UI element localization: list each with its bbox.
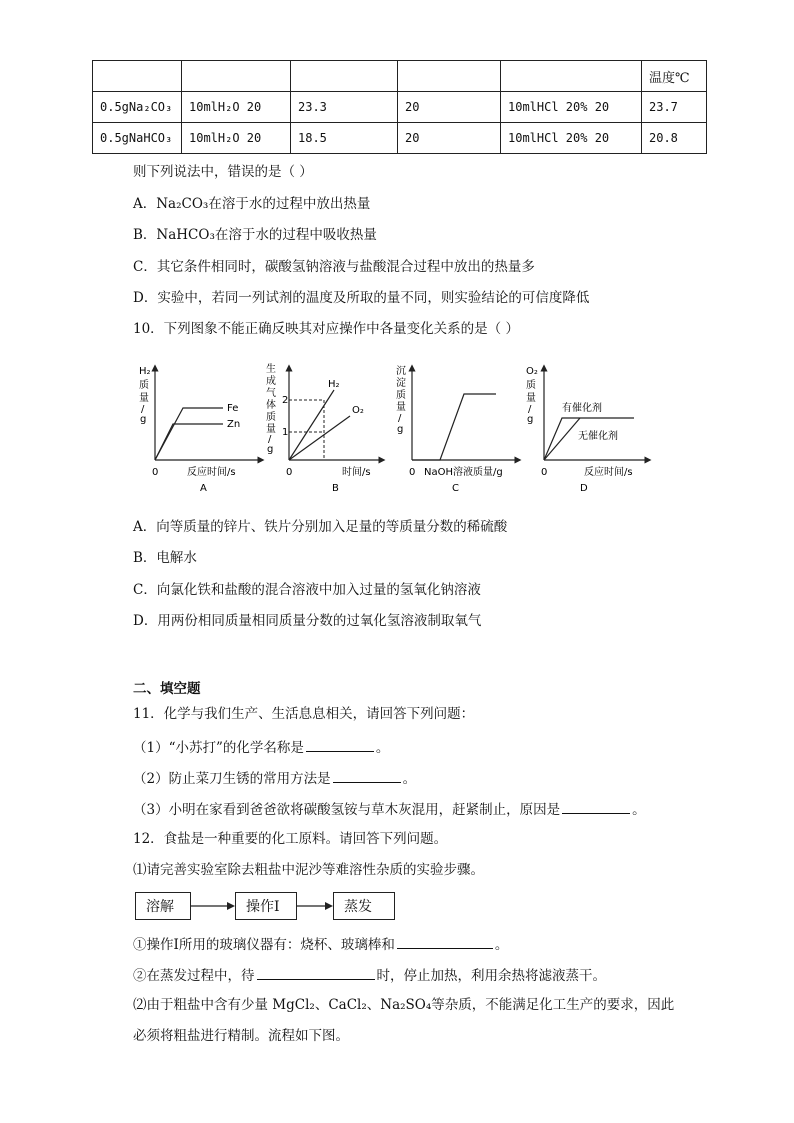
graph-c bbox=[392, 360, 522, 500]
table-cell: 温度℃ bbox=[642, 61, 707, 92]
flow-step-dissolve: 溶解 bbox=[135, 892, 191, 920]
q12-step-2-text-end: 时，停止加热，利用余热将滤液蒸干。 bbox=[376, 968, 606, 984]
q9-option-d: D．实验中，若同一列试剂的温度及所取的量不同，则实验结论的可信度降低 bbox=[133, 290, 590, 306]
period: 。 bbox=[494, 937, 509, 953]
table-cell: 23.3 bbox=[291, 92, 398, 123]
answer-blank[interactable] bbox=[306, 737, 374, 752]
table-cell: 0.5gNa₂CO₃ bbox=[93, 92, 182, 123]
y-axis-label: 量 bbox=[526, 393, 536, 404]
x-axis-label: 反应时间/s bbox=[584, 467, 633, 478]
x-axis-label: 时间/s bbox=[342, 467, 371, 478]
x-axis-label: 反应时间/s bbox=[187, 467, 236, 478]
y-axis-label: 质 bbox=[139, 380, 149, 391]
series-line-fe bbox=[155, 408, 223, 460]
tick-label: 2 bbox=[282, 395, 289, 406]
y-axis-label: 量 bbox=[396, 402, 406, 413]
y-axis-label: g bbox=[267, 444, 274, 455]
y-axis-label: 气 bbox=[266, 388, 276, 399]
flow-arrow bbox=[191, 898, 235, 914]
answer-blank[interactable] bbox=[333, 768, 401, 783]
y-axis-label: / bbox=[398, 413, 402, 424]
table-cell: 10mlH₂O 20 bbox=[182, 123, 291, 154]
chart-caption: D bbox=[580, 483, 588, 494]
table-cell: 23.7 bbox=[642, 92, 707, 123]
y-axis-label: / bbox=[141, 404, 145, 415]
flow-arrow bbox=[297, 898, 333, 914]
chart-caption: C bbox=[452, 483, 459, 494]
q11-part-2 bbox=[133, 768, 416, 788]
y-axis-label: g bbox=[140, 414, 147, 425]
x-axis-label: NaOH溶液质量/g bbox=[424, 467, 503, 478]
y-axis-label: g bbox=[397, 424, 404, 435]
table-cell: 20 bbox=[398, 123, 501, 154]
chart-caption: A bbox=[200, 483, 207, 494]
table-row bbox=[93, 92, 707, 123]
y-axis-label: 沉 bbox=[396, 366, 406, 377]
flow-step-evaporate: 蒸发 bbox=[333, 892, 395, 920]
table-cell bbox=[501, 61, 642, 92]
table-cell: 18.5 bbox=[291, 123, 398, 154]
q10-option-c: C．向氯化铁和盐酸的混合溶液中加入过量的氢氧化钠溶液 bbox=[133, 582, 481, 598]
chart-caption: B bbox=[332, 483, 339, 494]
series-label-fe: Fe bbox=[227, 403, 239, 414]
y-axis-label: 体 bbox=[266, 400, 276, 411]
q11-stem: 11．化学与我们生产、生活息息相关，请回答下列问题： bbox=[133, 706, 475, 722]
q12-part-1: ⑴请完善实验室除去粗盐中泥沙等难溶性杂质的实验步骤。 bbox=[133, 862, 484, 878]
table-cell: 20 bbox=[398, 92, 501, 123]
q10-option-a: A．向等质量的锌片、铁片分别加入足量的等质量分数的稀硫酸 bbox=[133, 519, 508, 535]
y-axis-label: g bbox=[527, 414, 534, 425]
series-label-no-catalyst: 无催化剂 bbox=[578, 431, 618, 442]
origin-label: 0 bbox=[286, 467, 293, 478]
q9-stem: 则下列说法中，错误的是（ ） bbox=[133, 164, 313, 180]
q11-part-3 bbox=[133, 799, 646, 819]
q12-part-2-line-1: ⑵由于粗盐中含有少量 MgCl₂、CaCl₂、Na₂SO₄等杂质，不能满足化工生产的要求，因此 bbox=[133, 997, 675, 1013]
answer-blank[interactable] bbox=[257, 965, 375, 980]
table-cell bbox=[182, 61, 291, 92]
table-cell: 10mlH₂O 20 bbox=[182, 92, 291, 123]
y-axis-label: 生 bbox=[266, 364, 276, 375]
series-line bbox=[412, 394, 496, 460]
q12-part-2-line-2: 必须将粗盐进行精制。流程如下图。 bbox=[133, 1028, 349, 1044]
q9-option-a: A．Na₂CO₃在溶于水的过程中放出热量 bbox=[133, 196, 371, 212]
q12-step-1-text: ①操作Ⅰ所用的玻璃仪器有：烧杯、玻璃棒和 bbox=[133, 937, 395, 953]
q9-option-c: C．其它条件相同时，碳酸氢钠溶液与盐酸混合过程中放出的热量多 bbox=[133, 259, 535, 275]
q12-step-2-text: ②在蒸发过程中，待 bbox=[133, 968, 255, 984]
flow-step-operation-1: 操作Ⅰ bbox=[235, 892, 297, 920]
origin-label: 0 bbox=[541, 467, 548, 478]
table-cell: 0.5gNaHCO₃ bbox=[93, 123, 182, 154]
period: 。 bbox=[402, 771, 417, 787]
q10-option-d: D．用两份相同质量相同质量分数的过氧化氢溶液制取氧气 bbox=[133, 613, 482, 629]
table-cell bbox=[291, 61, 398, 92]
tick-label: 1 bbox=[282, 427, 289, 438]
q11-part-1-text: （1）“小苏打”的化学名称是 bbox=[133, 740, 304, 756]
y-axis-label: 量 bbox=[139, 393, 149, 404]
table-cell: 10mlHCl 20% 20 bbox=[501, 123, 642, 154]
y-axis-label: / bbox=[528, 404, 532, 415]
series-label-h2: H₂ bbox=[328, 379, 340, 390]
y-axis-label: 量 bbox=[266, 424, 276, 435]
q12-step-1 bbox=[133, 934, 508, 954]
period: 。 bbox=[375, 740, 390, 756]
table-cell: 10mlHCl 20% 20 bbox=[501, 92, 642, 123]
origin-label: 0 bbox=[152, 467, 159, 478]
series-label-o2: O₂ bbox=[352, 405, 364, 416]
y-axis-label: O₂ bbox=[526, 366, 538, 377]
q9-option-b: B．NaHCO₃在溶于水的过程中吸收热量 bbox=[133, 227, 377, 243]
q12-stem: 12．食盐是一种重要的化工原料。请回答下列问题。 bbox=[133, 831, 448, 847]
q12-step-2 bbox=[133, 965, 606, 985]
series-label-zn: Zn bbox=[227, 419, 241, 430]
graph-b bbox=[262, 360, 387, 500]
y-axis-label: 质 bbox=[396, 390, 406, 401]
table-cell: 20.8 bbox=[642, 123, 707, 154]
series-line-o2 bbox=[289, 416, 350, 460]
table-header-row bbox=[93, 61, 707, 92]
y-axis-label: 成 bbox=[266, 376, 276, 387]
y-axis-label: / bbox=[268, 434, 272, 445]
table-row bbox=[93, 123, 707, 154]
graph-d bbox=[522, 360, 652, 500]
period: 。 bbox=[632, 802, 646, 818]
answer-blank[interactable] bbox=[562, 799, 630, 814]
series-line-no-catalyst bbox=[544, 418, 580, 460]
q11-part-1 bbox=[133, 737, 389, 757]
temperature-table bbox=[92, 60, 707, 154]
section-title: 二、填空题 bbox=[133, 681, 201, 697]
answer-blank[interactable] bbox=[397, 934, 493, 949]
y-axis-label: H₂ bbox=[139, 366, 151, 377]
q11-part-2-text: （2）防止菜刀生锈的常用方法是 bbox=[133, 771, 331, 787]
y-axis-label: 质 bbox=[266, 412, 276, 423]
q10-stem: 10．下列图象不能正确反映其对应操作中各量变化关系的是（ ） bbox=[133, 321, 519, 337]
table-cell bbox=[398, 61, 501, 92]
table-cell bbox=[93, 61, 182, 92]
q10-option-b: B．电解水 bbox=[133, 550, 197, 566]
graph-a bbox=[135, 360, 265, 500]
y-axis-label: 淀 bbox=[396, 378, 406, 389]
q11-part-3-text: （3）小明在家看到爸爸欲将碳酸氢铵与草木灰混用，赶紧制止，原因是 bbox=[133, 802, 561, 818]
series-label-catalyst: 有催化剂 bbox=[562, 403, 602, 414]
y-axis-label: 质 bbox=[526, 380, 536, 391]
origin-label: 0 bbox=[409, 467, 416, 478]
